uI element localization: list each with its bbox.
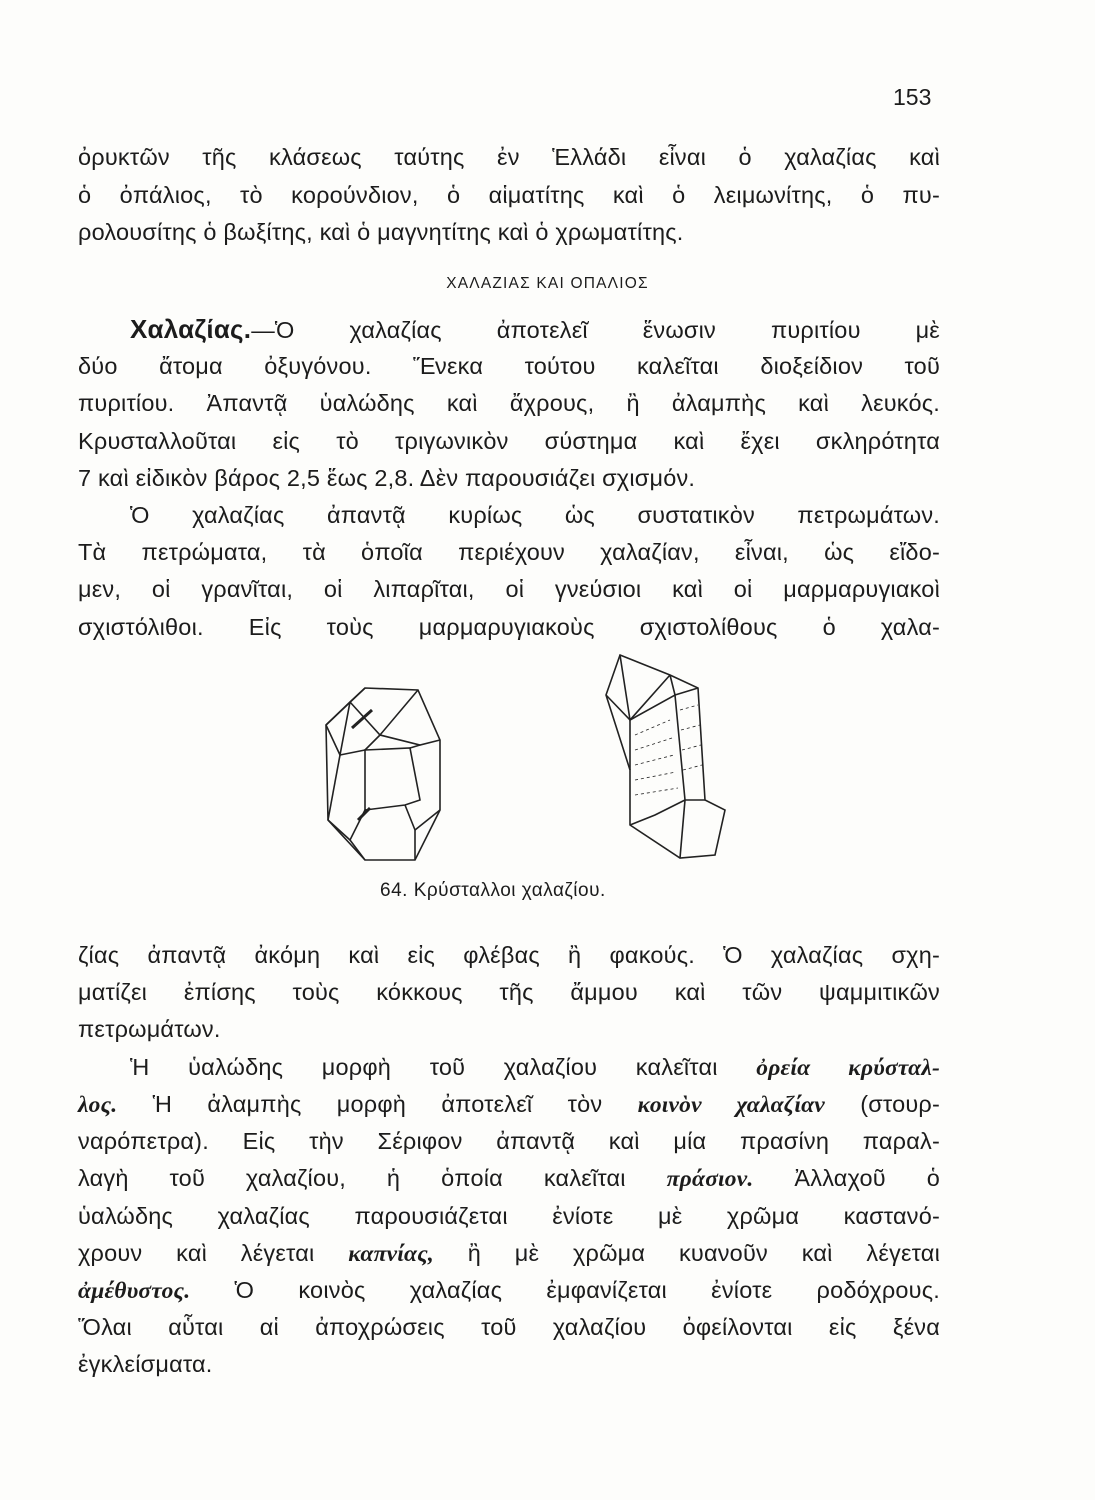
- text-line: [78, 1089, 940, 1119]
- text-segment: χρουν καὶ λέγεται: [78, 1240, 349, 1266]
- text-line: [78, 1052, 940, 1082]
- emphasized-term: λος.: [78, 1092, 118, 1118]
- text-segment: ναρόπετρα). Εἰς τὴν Σέριφον ἀπαντᾷ καὶ μία πρασίνη παραλ-: [78, 1128, 940, 1154]
- text-segment: ζίας ἀπαντᾷ ἀκόμη καὶ εἰς φλέβας ἢ φακούς. Ὁ χαλαζίας σχη-: [78, 942, 940, 968]
- text-segment: Κρυσταλλοῦται εἰς τὸ τριγωνικὸν σύστημα καὶ ἔχει σκληρότητα: [78, 428, 940, 454]
- text-segment: Ἡ ἀλαμπὴς μορφὴ ἀποτελεῖ τὸν: [117, 1091, 638, 1117]
- text-line: [78, 426, 940, 456]
- text-segment: ὀρυκτῶν τῆς κλάσεως ταύτης ἐν Ἑλλάδι εἶναι ὁ χαλαζίας καὶ: [78, 144, 940, 170]
- text-segment: 7 καὶ εἰδικὸν βάρος 2,5 ἕως 2,8. Δὲν παρουσιάζει σχισμόν.: [78, 465, 696, 491]
- text-segment: ματίζει ἐπίσης τοὺς κόκκους τῆς ἄμμου καὶ τῶν ψαμμιτικῶν: [78, 979, 940, 1005]
- text-segment: πυριτίου. Ἀπαντᾷ ὑαλώδης καὶ ἄχρους, ἢ ἀλαμπὴς καὶ λευκός.: [78, 390, 940, 416]
- text-segment: δύο ἄτομα ὀξυγόνου. Ἕνεκα τούτου καλεῖται διοξείδιον τοῦ: [78, 353, 940, 379]
- text-line: [78, 1014, 940, 1044]
- emphasized-term: Χαλαζίας.: [130, 314, 252, 344]
- text-segment: Ἡ ὑαλώδης μορφὴ τοῦ χαλαζίου καλεῖται: [130, 1054, 757, 1080]
- figure-caption: 64. Κρύσταλλοι χαλαζίου.: [380, 880, 606, 901]
- text-segment: Ὅλαι αὗται αἱ ἀποχρώσεις τοῦ χαλαζίου ὀφείλονται εἰς ξένα: [78, 1314, 940, 1340]
- text-line: [78, 142, 940, 172]
- text-segment: Ἀλλαχοῦ ὁ: [753, 1165, 940, 1191]
- text-segment: ἐγκλείσματα.: [78, 1351, 213, 1377]
- text-segment: σχιστόλιθοι. Εἰς τοὺς μαρμαρυγιακοὺς σχιστολίθους ὁ χαλα-: [78, 614, 940, 640]
- text-segment: πετρωμάτων.: [78, 1016, 221, 1042]
- text-line: [78, 574, 940, 604]
- text-line: [78, 314, 940, 344]
- text-segment: Τὰ πετρώματα, τὰ ὁποῖα περιέχουν χαλαζίαν, εἶναι, ὡς εἴδο-: [78, 539, 940, 565]
- emphasized-term: καπνίας,: [348, 1241, 434, 1267]
- text-line: [78, 217, 940, 247]
- emphasized-term: πράσιον.: [666, 1166, 754, 1192]
- emphasized-term: κοινὸν χαλαζίαν: [637, 1092, 825, 1118]
- text-segment: Ὁ χαλαζίας ἀπαντᾷ κυρίως ὡς συστατικὸν πετρωμάτων.: [130, 502, 940, 528]
- text-line: [78, 1349, 940, 1379]
- text-line: [78, 1163, 940, 1193]
- text-segment: μεν, οἱ γρανῖται, οἱ λιπαρῖται, οἱ γνεύσιοι καὶ οἱ μαρμαρυγιακοὶ: [78, 576, 940, 602]
- text-line: [78, 388, 940, 418]
- text-line: [78, 351, 940, 381]
- emphasized-term: ὀρεία κρύσταλ-: [756, 1055, 940, 1081]
- text-line: [78, 537, 940, 567]
- text-segment: ὁ ὀπάλιος, τὸ κορούνδιον, ὁ αἱματίτης καὶ ὁ λειμωνίτης, ὁ πυ-: [78, 182, 940, 208]
- text-line: [78, 1238, 940, 1268]
- text-line: [78, 1275, 940, 1305]
- text-segment: ἢ μὲ χρῶμα κυανοῦν καὶ λέγεται: [433, 1240, 940, 1266]
- quartz-crystal-figure-right: [600, 650, 735, 865]
- text-segment: λαγὴ τοῦ χαλαζίου, ἡ ὁποία καλεῖται: [78, 1165, 667, 1191]
- text-line: [78, 180, 940, 210]
- text-segment: (στουρ-: [824, 1091, 940, 1117]
- text-line: [78, 612, 940, 642]
- text-line: [78, 500, 940, 530]
- text-line: [78, 940, 940, 970]
- text-line: [78, 463, 940, 493]
- text-segment: —Ὁ χαλαζίας ἀποτελεῖ ἕνωσιν πυριτίου μὲ: [251, 317, 940, 343]
- section-heading: ΧΑΛΑΖΙΑΣ ΚΑΙ ΟΠΑΛΙΟΣ: [446, 275, 649, 292]
- text-line: [78, 1126, 940, 1156]
- quartz-crystal-figure-left: [320, 680, 450, 865]
- emphasized-term: ἀμέθυστος.: [78, 1278, 191, 1304]
- text-segment: ὑαλώδης χαλαζίας παρουσιάζεται ἐνίοτε μὲ χρῶμα καστανό-: [78, 1203, 940, 1229]
- text-segment: Ὁ κοινὸς χαλαζίας ἐμφανίζεται ἐνίοτε ροδόχρους.: [190, 1277, 940, 1303]
- text-segment: ρολουσίτης ὁ βωξίτης, καὶ ὁ μαγνητίτης καὶ ὁ χρωματίτης.: [78, 219, 684, 245]
- page-number: 153: [893, 84, 932, 110]
- text-line: [78, 977, 940, 1007]
- text-line: [78, 1312, 940, 1342]
- text-line: [78, 1201, 940, 1231]
